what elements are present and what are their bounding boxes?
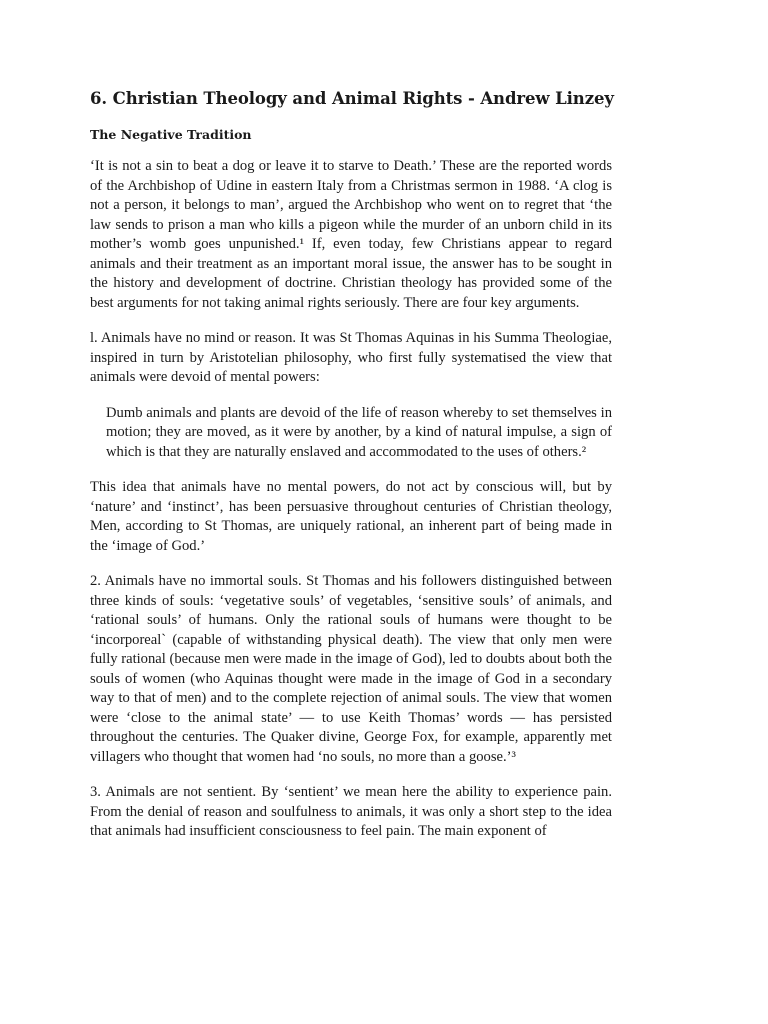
- point-1-paragraph: l. Animals have no mind or reason. It was St Thomas Aquinas in his Summa Theologiae, inspired in turn by Aristotelian philosophy, who first fully systematised the view that animals were devoid of mental powers:: [90, 330, 612, 385]
- chapter-title: 6. Christian Theology and Animal Rights - Andrew Linzey: [90, 89, 614, 108]
- point-3-paragraph: 3. Animals are not sentient. By ‘sentient’ we mean here the ability to experience pain. From the denial of reason and soulfulness to animals, it was only a short step to the idea that animals had insufficient consciousness to feel pain. The main exponent of: [90, 784, 612, 839]
- block-quote: Dumb animals and plants are devoid of the life of reason whereby to set themselves in motion; they are moved, as it were by another, by a kind of natural impulse, a sign of which is that they are naturally enslaved and accommodated to the uses of others.²: [106, 404, 612, 460]
- section-heading: The Negative Tradition: [90, 127, 252, 142]
- after-quote-paragraph: This idea that animals have no mental powers, do not act by conscious will, but by ‘nature’ and ‘instinct’, has been persuasive throughout centuries of Christian theology, Men, according to St Thomas, are uniquely rational, an inherent part of being made in the ‘image of God.’: [90, 479, 612, 554]
- document-page: [90, 88, 612, 842]
- point-2-paragraph: 2. Animals have no immortal souls. St Thomas and his followers distinguished between three kinds of souls: ‘vegetative souls’ of vegetables, ‘sensitive souls’ of animals, and ‘rational souls’ of humans. Only the rational souls of humans were thought to be ‘incorporeal` (capable of withstanding physical death). The view that only men were fully rational (because men were made in the image of God), led to doubts about both the souls of women (who Aquinas thought were made in the image of God in a secondary way to that of men) and to the complete rejection of animal souls. The view that women were ‘close to the animal state’ — to use Keith Thomas’ words — has persisted throughout the centuries. The Quaker divine, George Fox, for example, apparently met villagers who thought that women had ‘no souls, no more than a goose.’³: [90, 573, 612, 765]
- intro-paragraph: ‘It is not a sin to beat a dog or leave it to starve to Death.’ These are the reported words of the Archbishop of Udine in eastern Italy from a Christmas sermon in 1988. ‘A clog is not a person, it belongs to man’, argued the Archbishop who went on to regret that ‘the law sends to prison a man who kills a pigeon while the murder of an unborn child in its mother’s womb goes unpunished.¹ If, even today, few Christians appear to regard animals and their treatment as an important moral issue, the answer has to be sought in the history and development of doctrine. Christian theology has provided some of the best arguments for not taking animal rights seriously. There are four key arguments.: [90, 158, 612, 311]
